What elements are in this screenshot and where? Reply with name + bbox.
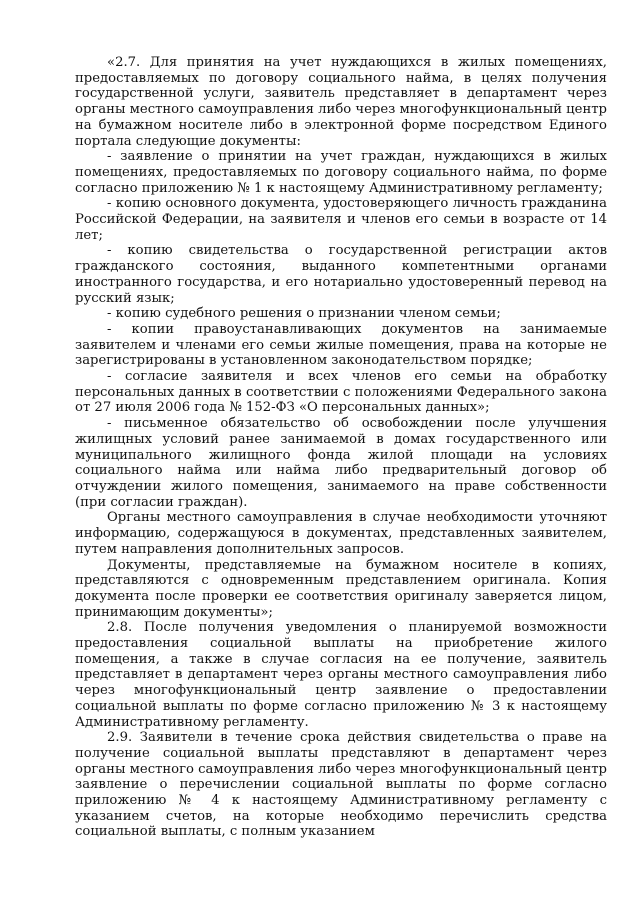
list-item-written-obligation: - письменное обязательство об освобождении после улучшения жилищных условий ранее занимаемой в домах государственного или муниципального жилищного фонда жилой площади на условиях социального найма или найма либо предварительный договор об отчуждении жилого помещения, занимаемого на праве собственности (при согласии граждан).	[75, 416, 607, 510]
paragraph-2-7-intro: «2.7. Для принятия на учет нуждающихся в жилых помещениях, предоставляемых по договору социального найма, в целях получения государственной услуги, заявитель представляет в департамент через органы местного самоуправления либо через многофункциональный центр на бумажном носителе либо в электронной форме посредством Единого портала следующие документы:	[75, 55, 607, 149]
list-item-identity-document: - копию основного документа, удостоверяющего личность гражданина Российской Федерации, на заявителя и членов его семьи в возрасте от 14 лет;	[75, 196, 607, 243]
paragraph-2-9: 2.9. Заявители в течение срока действия свидетельства о праве на получение социальной выплаты представляют в департамент через органы местного самоуправления либо через многофункциональный центр заявление о перечислении социальной выплаты по форме согласно приложению № 4 к настоящему Административному регламенту с указанием счетов, на которые необходимо перечислить средства социальной выплаты, с полным указанием	[75, 730, 607, 840]
paragraph-2-8: 2.8. После получения уведомления о планируемой возможности предоставления социальной выплаты на приобретение жилого помещения, а также в случае согласия на ее получение, заявитель представляет в департамент через органы местного самоуправления либо через многофункциональный центр заявление о предоставлении социальной выплаты по форме согласно приложению № 3 к настоящему Административному регламенту.	[75, 620, 607, 730]
list-item-court-decision: - копию судебного решения о признании членом семьи;	[107, 306, 501, 322]
paragraph-additional-requests: Органы местного самоуправления в случае необходимости уточняют информацию, содержащуюся в документах, представленных заявителем, путем направления дополнительных запросов.	[75, 510, 607, 557]
list-item-application: - заявление о принятии на учет граждан, нуждающихся в жилых помещениях, предоставляемых по договору социального найма, по форме согласно приложению № 1 к настоящему Административному регламенту;	[75, 149, 607, 196]
list-item-personal-data-consent: - согласие заявителя и всех членов его семьи на обработку персональных данных в соответствии с положениями Федерального закона от 27 июля 2006 года № 152-ФЗ «О персональных данных»;	[75, 369, 607, 416]
document-page	[75, 55, 607, 840]
list-item-civil-registration: - копию свидетельства о государственной регистрации актов гражданского состояния, выданного компетентными органами иностранного государства, и его нотариально удостоверенный перевод на русский язык;	[75, 243, 607, 306]
paragraph-copies: Документы, представляемые на бумажном носителе в копиях, представляются с одновременным представлением оригинала. Копия документа после проверки ее соответствия оригиналу заверяется лицом, принимающим документы»;	[75, 557, 607, 620]
list-item-title-documents: - копии правоустанавливающих документов на занимаемые заявителем и членами его семьи жилые помещения, права на которые не зарегистрированы в установленном законодательством порядке;	[75, 321, 607, 369]
